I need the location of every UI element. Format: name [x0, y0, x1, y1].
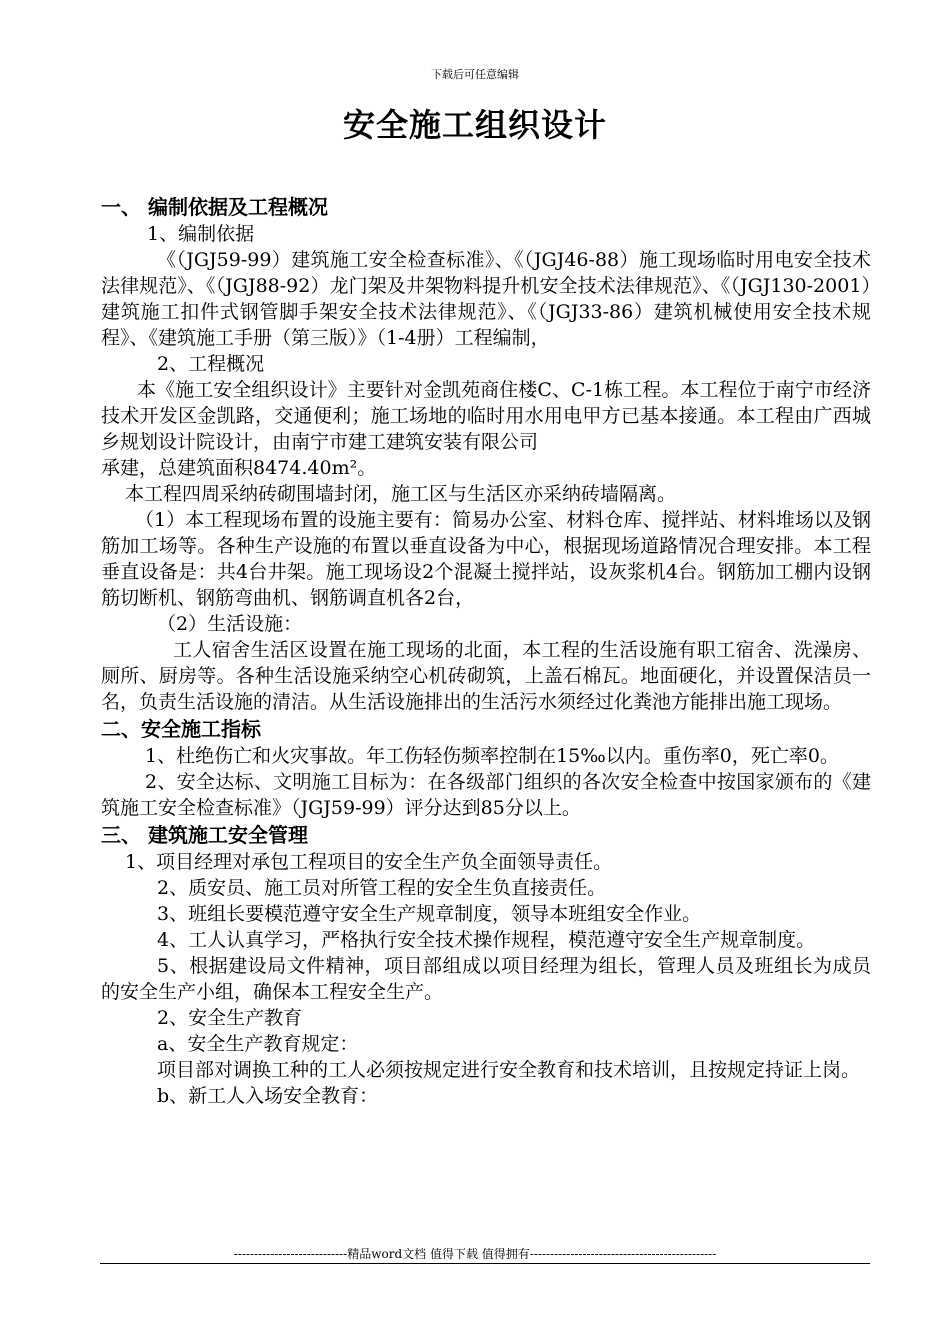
header-note: 下载后可任意编辑	[431, 68, 519, 81]
footer-rule	[100, 1263, 870, 1264]
sec1-p4: （1）本工程现场布置的设施主要有：简易办公室、材料仓库、搅拌站、材料堆场以及钢筋加工场等。各种生产设施的布置以垂直设备为中心，根据现场道路情况合理安排。本工程垂直设备是：共4台井架。施工现场设2个混凝土搅拌站，设灰浆机4台。钢筋加工棚内设钢筋切断机、钢筋弯曲机、钢筋调直机各2台，	[101, 509, 871, 609]
sec1-p3: 本工程四周采纳砖砌围墙封闭，施工区与生活区亦采纳砖墙隔离。	[125, 483, 677, 505]
sec3-p4: 4、工人认真学习，严格执行安全技术操作规程，模范遵守安全生产规章制度。	[157, 929, 816, 951]
section-1-heading: 一、 编制依据及工程概况	[101, 195, 328, 219]
sec1-p6: 工人宿舍生活区设置在施工现场的北面，本工程的生活设施有职工宿舍、洗澡房、厕所、厨房等。各种生活设施采纳空心机砖砌筑，上盖石棉瓦。地面硬化，并设置保洁员一名，负责生活设施的清洁。从生活设施排出的生活污水须经过化粪池方能排出施工现场。	[101, 639, 871, 713]
page-title: 安全施工组织设计	[342, 106, 607, 144]
sec1-sub1: 1、编制依据	[147, 223, 255, 245]
sec3-p2: 2、质安员、施工员对所管工程的安全生负直接责任。	[157, 877, 607, 899]
sec1-p2b: 承建，总建筑面积8474.40m²。	[101, 457, 377, 479]
footer-note: ----------------------------精品word文档 值得下载 值得拥有----------------------------------------------	[233, 1247, 717, 1261]
sec3-p3: 3、班组长要模范遵守安全生产规章制度，领导本班组安全作业。	[157, 903, 702, 925]
sec2-p1: 1、杜绝伤亡和火灾事故。年工伤轻伤频率控制在15‰以内。重伤率0，死亡率0。	[145, 745, 839, 767]
sec3-p5: 5、根据建设局文件精神，项目部组成以项目经理为组长，管理人员及班组长为成员的安全生产小组，确保本工程安全生产。	[101, 955, 871, 1003]
sec1-p1: 《（JGJ59-99）建筑施工安全检查标准》、《（JGJ46-88）施工现场临时用电安全技术法律规范》、《（JGJ88-92）龙门架及井架物料提升机安全技术法律规范》、《（JGJ130-2001）建筑施工扣件式钢管脚手架安全技术法律规范》、《（JGJ33-86）建筑机械使用安全技术规程》、《建筑施工手册（第三版）》（1-4册）工程编制，	[101, 249, 871, 349]
section-2-heading: 二、安全施工指标	[101, 717, 261, 741]
sec1-p2a: 本《施工安全组织设计》主要针对金凯苑商住楼C、C-1栋工程。本工程位于南宁市经济技术开发区金凯路，交通便利；施工场地的临时用水用电甲方已基本接通。本工程由广西城乡规划设计院设计，由南宁市建工建筑安装有限公司	[101, 379, 871, 453]
document-body	[101, 193, 871, 1109]
sec3-p7: a、安全生产教育规定：	[157, 1033, 359, 1055]
sec1-sub2: 2、工程概况	[157, 353, 265, 375]
sec3-p1: 1、项目经理对承包工程项目的安全生产负全面领导责任。	[125, 851, 613, 873]
sec2-p2: 2、安全达标、文明施工目标为：在各级部门组织的各次安全检查中按国家颁布的《建筑施工安全检查标准》（JGJ59-99）评分达到85分以上。	[101, 771, 871, 819]
sec3-p9: b、新工人入场安全教育：	[157, 1085, 379, 1107]
section-3-heading: 三、 建筑施工安全管理	[101, 823, 308, 847]
sec3-p8: 项目部对调换工种的工人必须按规定进行安全教育和技术培训，且按规定持证上岗。	[157, 1059, 861, 1081]
sec1-p5: （2）生活设施：	[157, 613, 303, 635]
sec3-p6: 2、安全生产教育	[157, 1007, 303, 1029]
